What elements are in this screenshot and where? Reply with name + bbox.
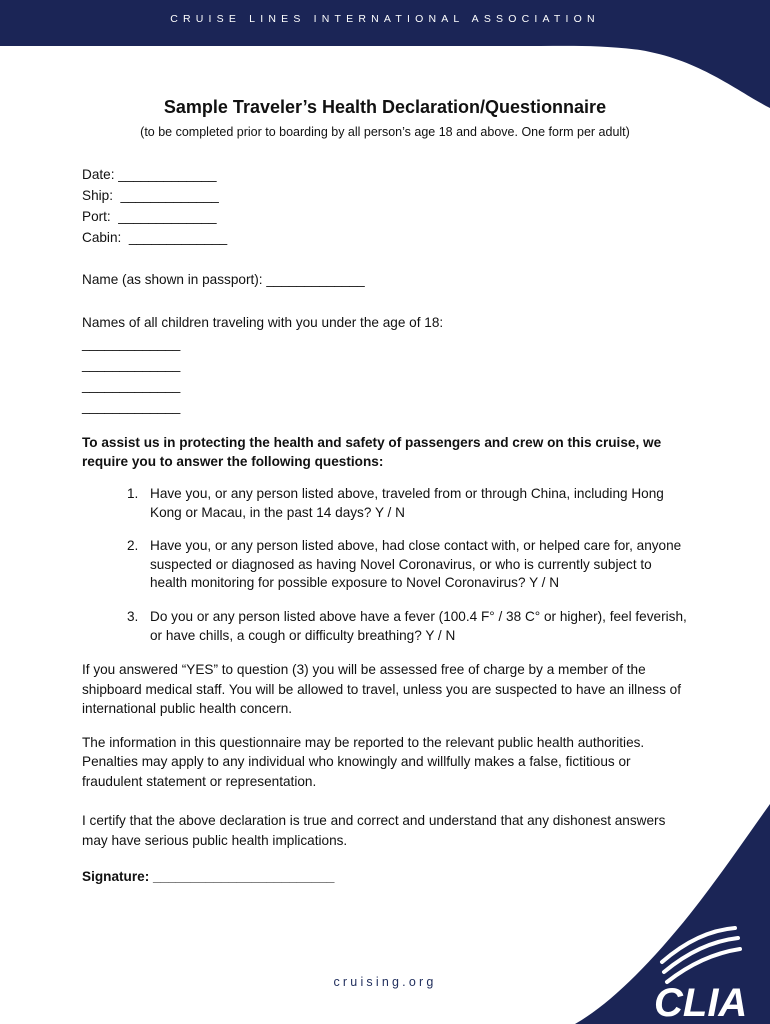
page-subtitle: (to be completed prior to boarding by all person’s age 18 and above. One form per adult) — [140, 125, 630, 139]
clia-logo-text: CLIA — [654, 981, 748, 1024]
port-field[interactable]: Port: _____________ — [82, 209, 217, 224]
question-text: Do you or any person listed above have a fever (100.4 F° / 38 C° or higher), feel feverish, or have chills, a cough or difficulty breathing? Y / N — [150, 608, 687, 643]
questions-list — [82, 485, 692, 645]
question-number: 2. — [127, 538, 139, 554]
corner-wave — [570, 804, 770, 1024]
child-name-field-3[interactable]: _____________ — [82, 378, 181, 393]
form-body — [82, 164, 692, 887]
question-number: 1. — [127, 486, 139, 501]
page-title: Sample Traveler’s Health Declaration/Questionnaire — [163, 97, 607, 117]
child-name-field-1[interactable]: _____________ — [82, 336, 181, 351]
question-text: Have you, or any person listed above, had close contact with, or helped care for, anyone suspected or diagnosed as having Novel Coronavirus, or who is currently subject to health monitoring for possible exposure to Novel Coronavirus? Y / N — [150, 538, 682, 591]
question-item — [127, 485, 692, 522]
certification-paragraph: I certify that the above declaration is true and correct and understand that any dishonest answers may have serious public health implications. — [82, 813, 666, 848]
children-label: Names of all children traveling with you under the age of 18: — [82, 315, 444, 330]
date-field[interactable]: Date: _____________ — [82, 167, 217, 182]
questions-intro: To assist us in protecting the health and safety of passengers and crew on this cruise, we require you to answer the following questions: — [82, 435, 662, 469]
question-item — [127, 537, 692, 593]
reporting-paragraph: The information in this questionnaire may be reported to the relevant public health authorities. Penalties may apply to any individual who knowingly and willfully makes a false, fictitious or fraudulent statement or representation. — [82, 734, 645, 789]
signature-field[interactable]: Signature: ________________________ — [82, 869, 335, 885]
question-item — [127, 608, 692, 645]
clia-logo — [570, 804, 770, 1024]
yes-answer-paragraph: If you answered “YES” to question (3) you will be assessed free of charge by a member of the shipboard medical staff. You will be allowed to travel, unless you are suspected to have an illness of international public health concern. — [82, 662, 681, 717]
passport-name-field[interactable]: Name (as shown in passport): _____________ — [82, 272, 365, 287]
cabin-field[interactable]: Cabin: _____________ — [82, 230, 228, 245]
organization-name: CRUISE LINES INTERNATIONAL ASSOCIATION — [170, 13, 600, 25]
child-name-field-4[interactable]: _____________ — [82, 399, 181, 414]
footer-website: cruising.org — [333, 975, 437, 989]
question-text: Have you, or any person listed above, traveled from or through China, including Hong Kong or Macau, in the past 14 days? Y / N — [150, 486, 664, 520]
child-name-field-2[interactable]: _____________ — [82, 357, 181, 372]
question-number: 3. — [127, 608, 139, 624]
ship-field[interactable]: Ship: _____________ — [82, 188, 219, 203]
